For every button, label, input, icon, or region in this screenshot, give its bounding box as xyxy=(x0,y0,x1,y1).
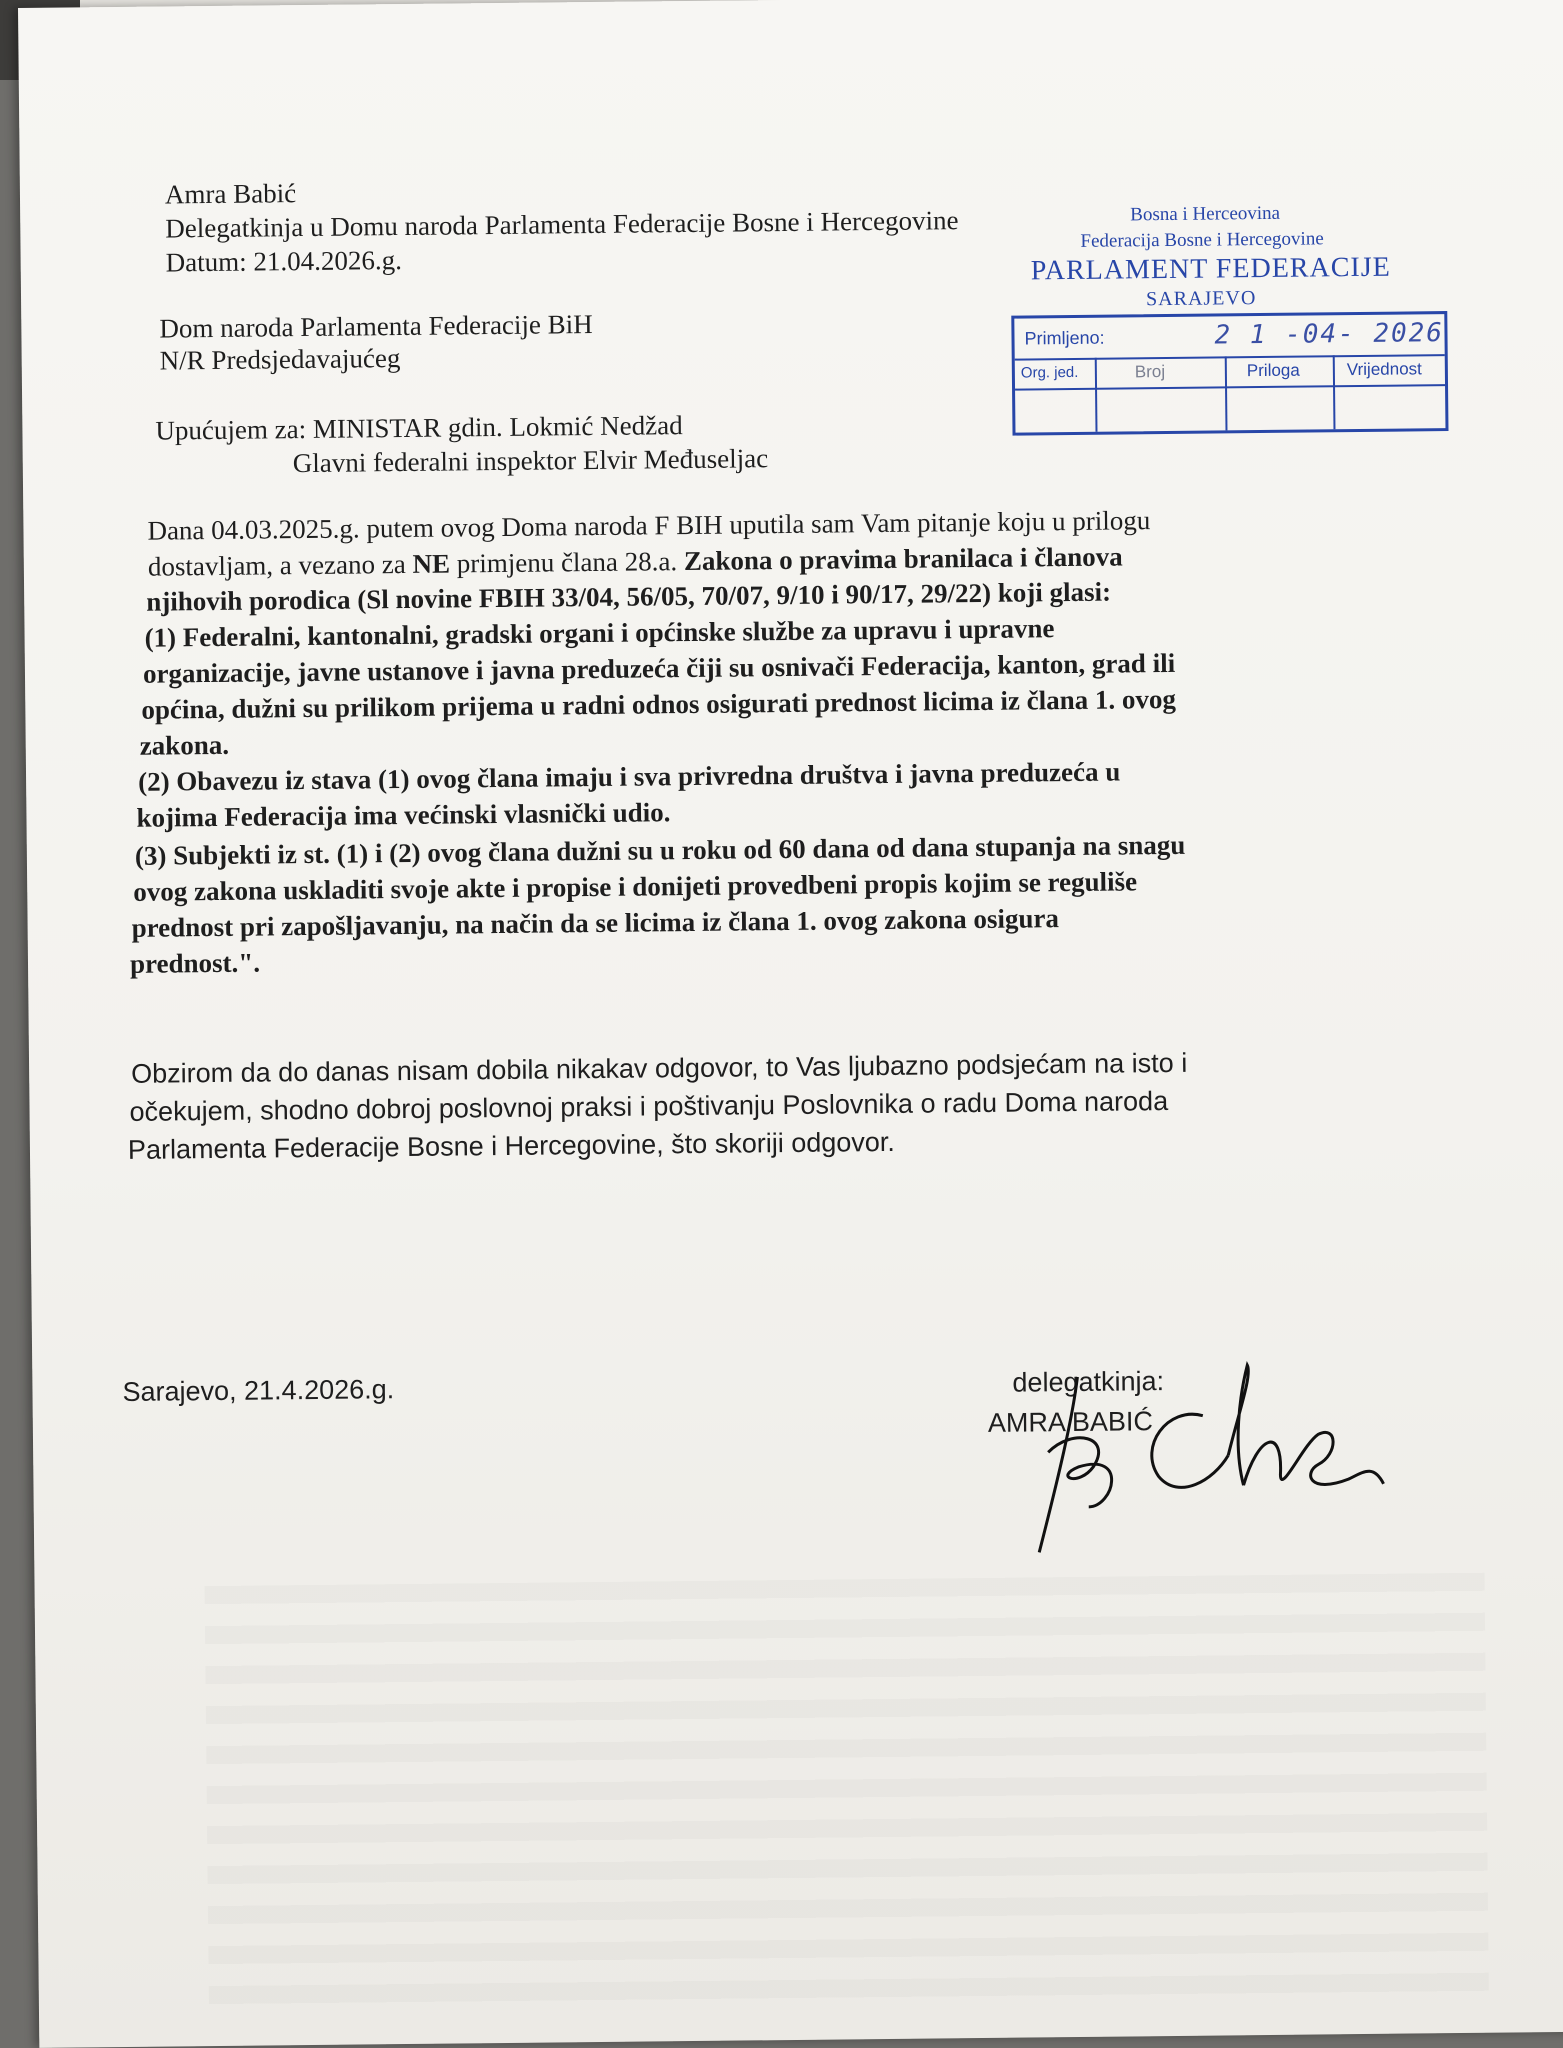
intro-ne: NE xyxy=(412,548,451,579)
sender-date: Datum: 21.04.2026.g. xyxy=(165,244,403,278)
article-line: prednost pri zapošljavanju, na način da se licima iz člana 1. ovog zakona osigura xyxy=(131,903,1060,943)
show-through-text xyxy=(205,1573,1489,2006)
intro-line-3: njihovih porodica (Sl novine FBIH 33/04, 56/05, 70/07, 9/10 i 90/17, 29/22) koji glasi: xyxy=(146,576,1112,617)
stamp-received-date: 2 1 -04- 2026 xyxy=(1214,318,1445,351)
article-line: (3) Subjekti iz st. (1) i (2) ovog člana dužni su u roku od 60 dana od dana stupanja na snagu xyxy=(134,829,1186,871)
article-line: prednost.". xyxy=(129,947,261,979)
stamp-col-value: Vrijednost xyxy=(1346,359,1422,380)
sender-name: Amra Babić xyxy=(164,178,297,210)
article-line: (2) Obavezu iz stava (1) ovog člana imaju i sva privredna društva i javna preduzeća u xyxy=(137,756,1121,797)
intro-line-1: Dana 04.03.2025.g. putem ovog Doma naroda F BIH uputila sam Vam pitanje koju u prilogu xyxy=(147,505,1151,546)
stamp-title: PARLAMENT FEDERACIJE xyxy=(1030,251,1391,287)
article-line: ovog zakona uskladiti svoje akte i propise i donijeti provedbeni propis kojim se reguliše xyxy=(133,866,1138,907)
addressed-to-line-2: Glavni federalni inspektor Elvir Međuseljac xyxy=(292,443,769,479)
article-line: kojima Federacija ima većinski vlasnički udio. xyxy=(136,797,671,833)
stamp-city: SARAJEVO xyxy=(1145,287,1257,311)
recipient-line-1: Dom naroda Parlamenta Federacije BiH xyxy=(159,309,593,344)
received-stamp-box xyxy=(1011,311,1448,436)
handwritten-signature xyxy=(1017,1354,1399,1558)
stamp-col-attachments: Priloga xyxy=(1246,360,1300,381)
article-line: zakona. xyxy=(139,729,230,761)
intro-line-2-pre: dostavljam, a vezano za xyxy=(147,548,413,582)
stamp-received-row xyxy=(1014,314,1444,361)
recipient-line-2: N/R Predsjedavajućeg xyxy=(159,343,401,376)
stamp-country: Bosna i Herceovina xyxy=(1130,202,1281,226)
place-date: Sarajevo, 21.4.2026.g. xyxy=(122,1374,395,1407)
addressed-to-line-1: Upućujem za: MINISTAR gdin. Lokmić Nedžad xyxy=(155,410,683,446)
stamp-federation: Federacija Bosne i Hercegovine xyxy=(1080,228,1324,252)
stamp-header-row xyxy=(1015,354,1445,391)
signer-name: AMRA BABIĆ xyxy=(987,1406,1154,1438)
stamp-received-label: Primljeno: xyxy=(1024,327,1105,349)
article-line: općina, dužni su prilikom prijema u radni odnos osigurati prednost licima iz člana 1. ovog xyxy=(141,683,1177,725)
intro-law-title: Zakona o pravima branilaca i članova xyxy=(683,541,1123,577)
intro-line-2 xyxy=(148,540,1123,582)
stamp-col-org: Org. jed. xyxy=(1020,363,1079,382)
intro-line-2-mid: primjenu člana 28.a. xyxy=(449,546,685,579)
closing-line-2: očekujem, shodno dobroj poslovnoj praksi i poštivanju Poslovnika o radu Doma naroda xyxy=(129,1086,1169,1127)
closing-line-3: Parlamenta Federacije Bosne i Hercegovine, što skoriji odgovor. xyxy=(127,1126,895,1165)
signature-label: delegatkinja: xyxy=(1012,1366,1165,1398)
article-line: organizacije, javne ustanove i javna preduzeća čiji su osnivači Federacija, kanton, grad ili xyxy=(142,647,1176,689)
article-line: (1) Federalni, kantonalni, gradski organi i općinske službe za upravu i upravne xyxy=(144,613,1055,653)
stamp-col-number: Broj xyxy=(1134,362,1166,382)
sender-role: Delegatkinja u Domu naroda Parlamenta Federacije Bosne i Hercegovine xyxy=(165,205,959,244)
closing-line-1: Obzirom da do danas nisam dobila nikakav odgovor, to Vas ljubazno podsjećam na isto i xyxy=(131,1047,1188,1089)
letter-page xyxy=(18,0,1563,2048)
